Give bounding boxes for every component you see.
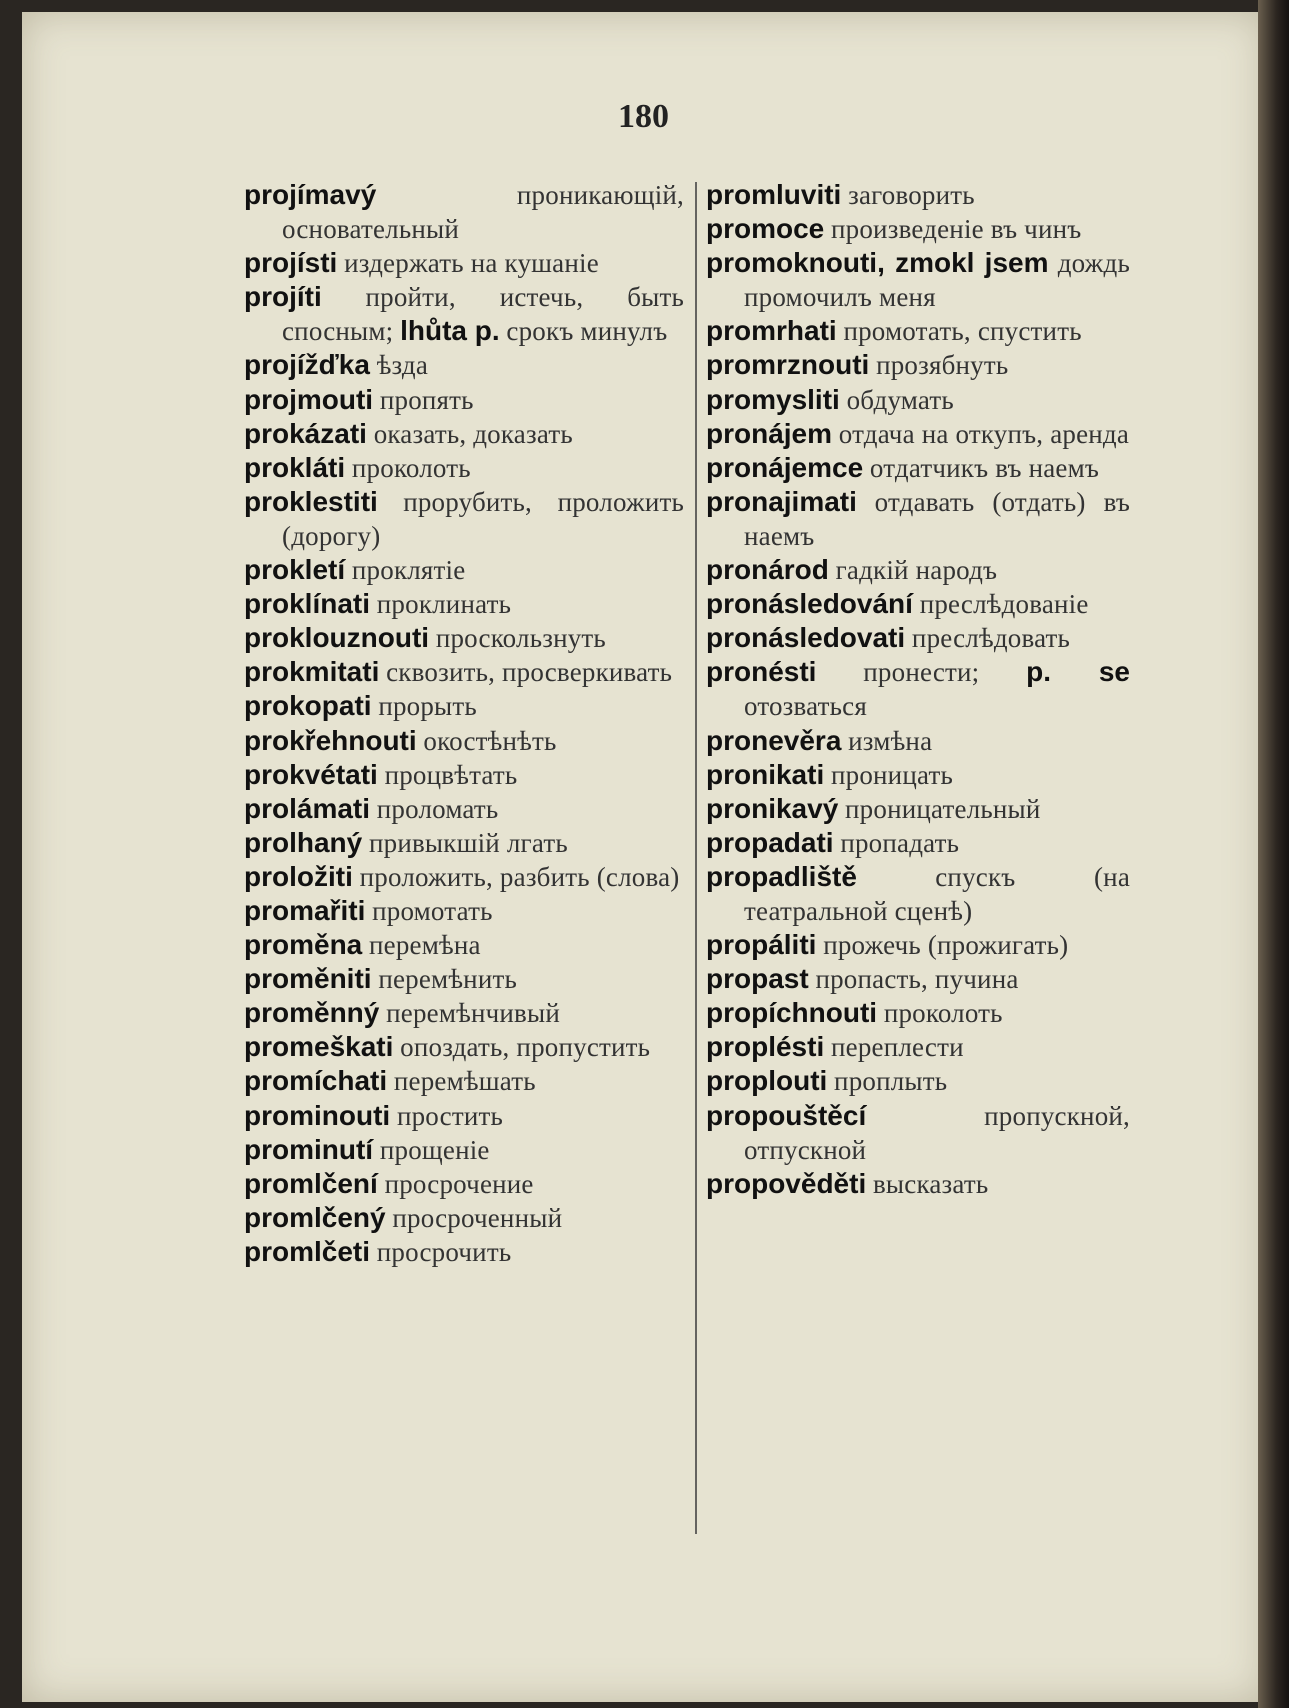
entry-headword: prominouti (244, 1099, 391, 1131)
entry-translation: перемѣшать (393, 1066, 536, 1097)
entry-translation: прорубить, проложить (дорогу) (282, 486, 684, 551)
entry-translation: гадкій народъ (835, 555, 998, 586)
entry-headword: proklouznouti (244, 622, 430, 654)
entry-headword: promoce (706, 213, 825, 245)
book-page (22, 12, 1265, 1702)
dictionary-entry (244, 1201, 684, 1235)
entry-headword: pronevěra (706, 724, 842, 756)
entry-translation: пропять (379, 384, 474, 415)
entry-translation: перемѣнить (378, 964, 517, 995)
dictionary-entry (706, 724, 1130, 758)
dictionary-entry (706, 178, 1130, 212)
entry-translation: спускъ (на театральной сценѣ) (744, 861, 1130, 926)
entry-translation: оказать, доказать (373, 418, 573, 449)
dictionary-entry (706, 860, 1130, 928)
dictionary-entry (706, 1167, 1130, 1201)
dictionary-entry (706, 792, 1130, 826)
entry-headword: proměna (244, 929, 363, 961)
dictionary-entry (706, 1099, 1130, 1167)
dictionary-entry (244, 178, 684, 246)
entry-headword: propověděti (706, 1167, 867, 1199)
dictionary-entry (706, 212, 1130, 246)
entry-translation: ѣзда (376, 350, 429, 381)
entry-headword: pronásledování (706, 588, 913, 620)
entry-headword: propadati (706, 826, 834, 858)
dictionary-entry (244, 860, 684, 894)
entry-translation: привыкшій лгать (368, 827, 568, 858)
entry-headword: propíchnouti (706, 997, 878, 1029)
entry-translation: проницательный (845, 793, 1041, 824)
entry-translation: пропускной, отпускной (744, 1100, 1130, 1165)
entry-headword: pronásledovati (706, 622, 906, 654)
entry-headword: projíti (244, 281, 322, 313)
entry-headword: promíchati (244, 1065, 388, 1097)
dictionary-entry (244, 621, 684, 655)
entry-headword: projímavý (244, 179, 377, 210)
dictionary-entry (244, 1235, 684, 1269)
entry-headword: promeškati (244, 1031, 394, 1063)
entry-sub-headword: p. se (1026, 656, 1131, 688)
entry-translation: опоздать, пропустить (400, 1032, 651, 1063)
entry-headword: prokopati (244, 690, 372, 722)
entry-translation: пропадать (840, 827, 960, 858)
entry-translation: просрочение (384, 1168, 534, 1199)
entry-headword: pronájemce (706, 451, 864, 483)
entry-headword: pronikati (706, 758, 825, 790)
entry-headword: promoknouti, zmokl jsem (706, 247, 1049, 279)
dictionary-entry (244, 1099, 684, 1133)
entry-translation: проколоть (351, 452, 471, 483)
dictionary-entry (706, 587, 1130, 621)
dictionary-entry (244, 383, 684, 417)
entry-headword: promrznouti (706, 349, 870, 381)
entry-headword: proklínati (244, 588, 371, 620)
entry-translation: проницать (830, 759, 953, 790)
dictionary-entry (244, 758, 684, 792)
entry-headword: prominutí (244, 1133, 374, 1165)
entry-translation: пропасть, пучина (815, 964, 1019, 995)
dictionary-entry (244, 246, 684, 280)
right-column (706, 178, 1130, 1201)
entry-translation: перемѣнчивый (386, 998, 560, 1029)
entry-translation: преслѣдовать (911, 623, 1071, 654)
entry-headword: proměniti (244, 963, 372, 995)
entry-translation: проколоть (883, 998, 1003, 1029)
entry-translation: измѣна (848, 725, 933, 756)
dictionary-entry (244, 417, 684, 451)
dictionary-entry (244, 451, 684, 485)
entry-translation: преслѣдованіе (919, 589, 1089, 620)
entry-translation: просроченный (392, 1202, 563, 1233)
entry-headword: pronájem (706, 417, 833, 449)
entry-translation: проклятіе (351, 555, 466, 586)
entry-sub-headword: lhůta p. (400, 315, 500, 347)
entry-headword: promysliti (706, 383, 840, 415)
entry-headword: pronikavý (706, 792, 839, 824)
dictionary-entry (244, 348, 684, 382)
entry-headword: promlčený (244, 1201, 386, 1233)
entry-headword: promluviti (706, 179, 842, 210)
entry-headword: prokmitati (244, 656, 380, 688)
dictionary-entry (706, 826, 1130, 860)
dictionary-entry (244, 280, 684, 348)
entry-translation: прощеніе (379, 1134, 490, 1165)
entry-translation: перемѣна (369, 930, 481, 961)
dictionary-entry (244, 655, 684, 689)
entry-sub-translation: отозваться (744, 691, 867, 722)
entry-headword: proplésti (706, 1031, 825, 1063)
dictionary-entry (706, 621, 1130, 655)
entry-translation: проплыть (834, 1066, 948, 1097)
dictionary-entry (706, 314, 1130, 348)
entry-translation: переплести (830, 1032, 964, 1063)
dictionary-entry (244, 826, 684, 860)
entry-translation: прорыть (378, 691, 477, 722)
entry-translation: проникающій, основательный (282, 180, 684, 245)
dictionary-entry (244, 928, 684, 962)
entry-translation: простить (396, 1100, 504, 1131)
entry-headword: pronárod (706, 554, 829, 586)
dictionary-entry (706, 962, 1130, 996)
dictionary-entry (244, 1133, 684, 1167)
entry-headword: proměnný (244, 997, 380, 1029)
entry-headword: promrhati (706, 315, 837, 347)
entry-headword: prokletí (244, 554, 346, 586)
entry-headword: promlčeti (244, 1235, 371, 1267)
entry-headword: pronésti (706, 656, 817, 688)
entry-translation: процвѣтать (384, 759, 518, 790)
entry-headword: prokláti (244, 451, 346, 483)
dictionary-entry (706, 758, 1130, 792)
dictionary-entry (244, 1064, 684, 1098)
dictionary-entry (244, 485, 684, 553)
dictionary-entry (706, 553, 1130, 587)
entry-headword: projmouti (244, 383, 374, 415)
entry-headword: propast (706, 963, 809, 995)
dictionary-entry (706, 996, 1130, 1030)
entry-translation: пройти, истечь, быть спосным; (282, 282, 684, 347)
entry-translation: заговорить (848, 180, 975, 210)
entry-headword: propáliti (706, 929, 817, 961)
entry-headword: promařiti (244, 894, 366, 926)
entry-translation: произведеніе въ чинъ (831, 214, 1082, 245)
entry-translation: проклинать (376, 589, 512, 620)
entry-translation: промотать (372, 895, 493, 926)
entry-headword: projísti (244, 247, 338, 279)
dictionary-entry (244, 894, 684, 928)
entry-headword: prokvétati (244, 758, 378, 790)
entry-translation: высказать (872, 1168, 989, 1199)
dictionary-entry (706, 348, 1130, 382)
dictionary-entry (706, 417, 1130, 451)
entry-headword: propadliště (706, 860, 857, 892)
dictionary-entry (244, 553, 684, 587)
dictionary-entry (244, 689, 684, 723)
entry-headword: prokázati (244, 417, 367, 449)
dictionary-entry (706, 485, 1130, 553)
entry-translation: отдавать (отдать) въ наемъ (744, 486, 1131, 551)
dictionary-entry (706, 451, 1130, 485)
entry-translation: прозябнуть (876, 350, 1009, 381)
dictionary-entry (244, 587, 684, 621)
left-column (244, 178, 684, 1269)
entry-translation: промотать, спустить (843, 316, 1082, 347)
entry-translation: проложить, разбить (слова) (359, 861, 680, 892)
dictionary-entry (706, 928, 1130, 962)
dictionary-entry (244, 1030, 684, 1064)
dictionary-entry (244, 724, 684, 758)
entry-headword: proložiti (244, 860, 353, 892)
entry-translation: прожечь (прожигать) (823, 930, 1069, 961)
entry-headword: pronajimati (706, 485, 857, 517)
entry-headword: proplouti (706, 1065, 828, 1097)
entry-headword: prolámati (244, 792, 371, 824)
entry-translation: пронести; (863, 657, 980, 688)
dictionary-entry (244, 792, 684, 826)
column-divider (695, 182, 697, 1534)
book-binding-edge (1258, 0, 1289, 1708)
entry-translation: просрочить (376, 1236, 512, 1267)
entry-translation: проломать (376, 793, 499, 824)
dictionary-entry (706, 1064, 1130, 1098)
entry-translation: окостѣнѣть (423, 725, 557, 756)
entry-sub-translation: срокъ минулъ (506, 316, 668, 347)
entry-headword: proklestiti (244, 485, 378, 517)
page-number: 180 (618, 98, 669, 135)
dictionary-entry (706, 383, 1130, 417)
entry-headword: propouštěcí (706, 1099, 867, 1131)
entry-translation: проскользнуть (435, 623, 606, 654)
dictionary-entry (706, 655, 1130, 723)
dictionary-entry (244, 962, 684, 996)
entry-headword: promlčení (244, 1167, 378, 1199)
entry-translation: издержать на кушаніе (344, 248, 599, 279)
entry-translation: сквозить, просверкивать (386, 657, 673, 688)
entry-translation: дождь промочилъ меня (744, 248, 1130, 313)
dictionary-entry (244, 1167, 684, 1201)
dictionary-entry (706, 246, 1130, 314)
entry-headword: prokřehnouti (244, 724, 417, 756)
dictionary-entry (706, 1030, 1130, 1064)
entry-translation: обдумать (846, 384, 954, 415)
entry-translation: отдатчикъ въ наемъ (869, 452, 1100, 483)
dictionary-entry (244, 996, 684, 1030)
entry-translation: отдача на откупъ, аренда (838, 418, 1130, 449)
entry-headword: prolhaný (244, 826, 363, 858)
entry-headword: projížďka (244, 349, 370, 381)
